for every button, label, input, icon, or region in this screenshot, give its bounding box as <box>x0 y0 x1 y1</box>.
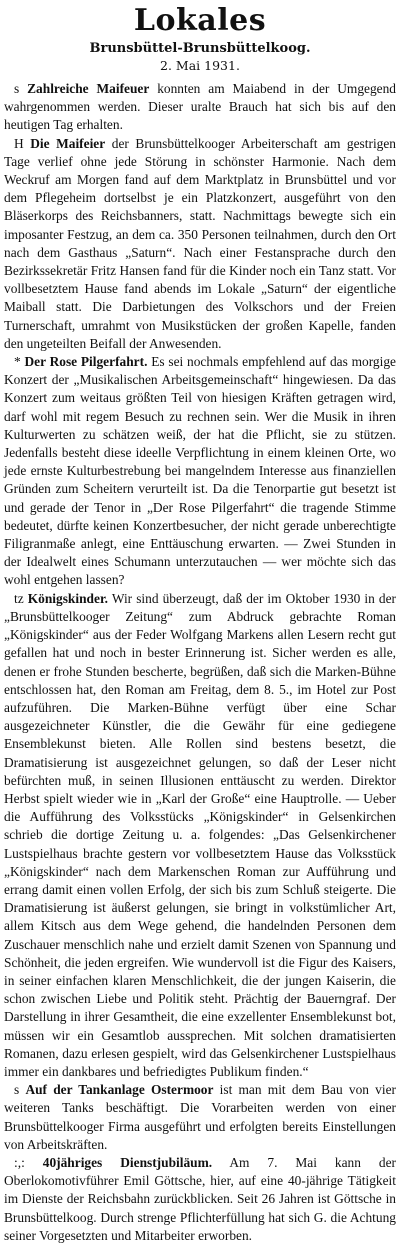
article-tankanlage <box>4 1081 396 1154</box>
article-mark: * <box>14 354 21 370</box>
article-body: ist man mit dem Bau von vier weiteren Tanks beschäftigt. Die Vorarbeiten werden von einer Brunsbüttelkooger Firma ausgeführt und erfolgten bereits Einstellungen von Arbeitskräften. <box>4 1082 396 1152</box>
article-lead: Königskinder. <box>27 590 109 606</box>
article-lead: Zahlreiche Maifeuer <box>27 81 150 96</box>
article-maifeuer <box>4 80 396 135</box>
article-lead: Der Rose Pilgerfahrt. <box>24 354 148 370</box>
article-body: konnten am Maiabend in der Umgegend wahrgenommen werden. Dieser uralte Brauch hat sich bis auf den heutigen Tag erhalten. <box>4 81 396 133</box>
article-body: Wir sind überzeugt, daß der im Oktober 1930 in der „Brunsbüttelkooger Zeitung“ zum Abdruck gebrachte Roman „Königskinder“ aus der Feder Wolfgang Markens allen Lesern recht gut gefallen hat und noch in bester Erinnerung ist. Sicher werden es alle, denen er frohe Stunden bescherte, begrüßen, daß sich die Marken-Bühne entschlossen hat, den Roman am Freitag, dem 8. 5., im Hotel zur Post aufzuführen. Die Marken-Bühne verfügt über eine Schar ausgezeichneter Künstler, die die Gewähr für eine gediegene Ensemblekunst bieten. Alle Rollen sind bestens besetzt, die Dramatisierung ist ausgezeichnet gelungen, so daß der Leser nicht befürchten muß, in seinen Illusionen enttäuscht zu werden. Direktor Herbst spielt wieder wie in „Karl der Große“ eine Hauptrolle. — Ueber die Aufführung des Volksstücks „Königskinder“ in Gelsenkirchen schrieb die dortige Zeitung u. a. folgendes: „Das Gelsenkirchener Lustspielhaus brachte gestern vor vollbesetztem Hause das Volksstück „Königskinder“ nach dem Markenschen Roman zur Aufführung und errang damit einen vollen Erfolg, der sich bis zum Schluß steigerte. Die Dramatisierung ist äußerst gelungen, sie bringt in volkstümlicher Art, allem Kitsch aus dem Wege gehend, die handelnden Personen dem Zuschauer menschlich nahe und erzielt damit Szenen von Spannung und Schönheit, die jeden ergreifen. Wie wundervoll ist die Figur des Kaisers, in seiner einfachen klaren Menschlichkeit, die der jungen Kaiserin, die schon zwischen Liebe und Politik steht. Prächtig der Bauerngraf. Der Darstellung in ihrer Gesamtheit, die eine exzellenter Ensemblekunst bot, müssen wir ein Gesamtlob aussprechen. Mit solchen dramatisierten Romanen, dazu erlesen gespielt, wird das Gelsenkirchener Lustspielhaus immer ein dankbares und befriedigtes Publikum finden.“ <box>4 590 396 1079</box>
article-body: der Brunsbüttelkooger Arbeiterschaft am gestrigen Tage verlief ohne jede Störung in schönster Harmonie. Nach dem Weckruf am Morgen fand auf dem Marktplatz in Brunsbüttel und vor dem Pflegeheim dortselbst je ein Platzkonzert, ausgeführt von den Bläserkorps des Reichsbanners, statt. Nachmittags bewegte sich ein imposanter Festzug, an dem ca. 350 Personen teilnahmen, durch den Ort nach dem Gasthaus „Saturn“. Nach einer Festansprache durch den Bezirkssekretär Fritz Hansen fand für die Kinder noch ein Tanz statt. Vor vollbesetztem Hause fand abends im Lokale „Saturn“ der eigentliche Maiball statt. Die Darbietungen des Volkschors und der Freien Turnerschaft, umrahmt von Musikstücken der großen Kapelle, fanden den ungeteilten Beifall der Anwesenden. <box>4 135 397 351</box>
locality-heading: Brunsbüttel-Brunsbüttelkoog. <box>89 41 311 56</box>
article-body: Es sei nochmals empfehlend auf das morgige Konzert der „Musikalischen Arbeitsgemeinschaft“ hingewiesen. Da das Konzert zum weitaus größten Teil von hiesigen Kräften getragen wird, darf wohl mit regem Besuch zu rechnen sein. Wer die Musik in ihren Kulturwerten zu schätzen weiß, der hat die Pflicht, sie zu stützen. Jedenfalls besteht diese ideelle Verpflichtung in einem kleinen Orte, wo jede ernste Kulturbestrebung bei mangelndem Interesse aus finanziellen Gründen zum Scheitern verurteilt ist. Da die Tenorpartie gut besetzt ist und gerade der Tenor in „Der Rose Pilgerfahrt“ die tragende Stimme bedeutet, dürfte keinen Konzertbesucher, der nicht gerade unberechtigte Filigranmaße anlegt, eine Enttäuschung erwarten. — Zwei Stunden in der Idealwelt eines Schumann unterzutauchen — wer möchte sich das wohl entgehen lassen? <box>4 354 396 588</box>
article-mark: H <box>14 135 24 151</box>
article-mark: s <box>14 81 20 96</box>
masthead <box>4 4 396 74</box>
section-title: Lokales <box>133 3 267 38</box>
article-mark: tz <box>14 590 24 606</box>
article-mark: s <box>14 1082 20 1098</box>
article-koenigskinder <box>4 590 396 1081</box>
article-lead: Auf der Tankanlage Ostermoor <box>25 1082 214 1098</box>
article-body: Am 7. Mai kann der Oberlokomotivführer Emil Göttsche, hier, auf eine 40-jährige Tätigkeit im Dienste der Reichsbahn zurückblicken. Seit 26 Jahren ist Göttsche in Brunsbüttelkoog. Durch strenge Pflichterfüllung hat sich G. die Achtung seiner Vorgesetzten und Mitarbeiter erworben. <box>4 1154 396 1243</box>
article-lead: 40jähriges Dienstjubiläum. <box>42 1154 213 1170</box>
issue-date: 2. Mai 1931. <box>160 58 240 73</box>
article-lead: Die Maifeier <box>30 135 106 151</box>
article-rose-pilgerfahrt <box>4 353 396 590</box>
article-dienstjubilaeum <box>4 1154 396 1245</box>
article-mark: :,: <box>14 1154 25 1170</box>
article-maifeier <box>4 135 396 353</box>
